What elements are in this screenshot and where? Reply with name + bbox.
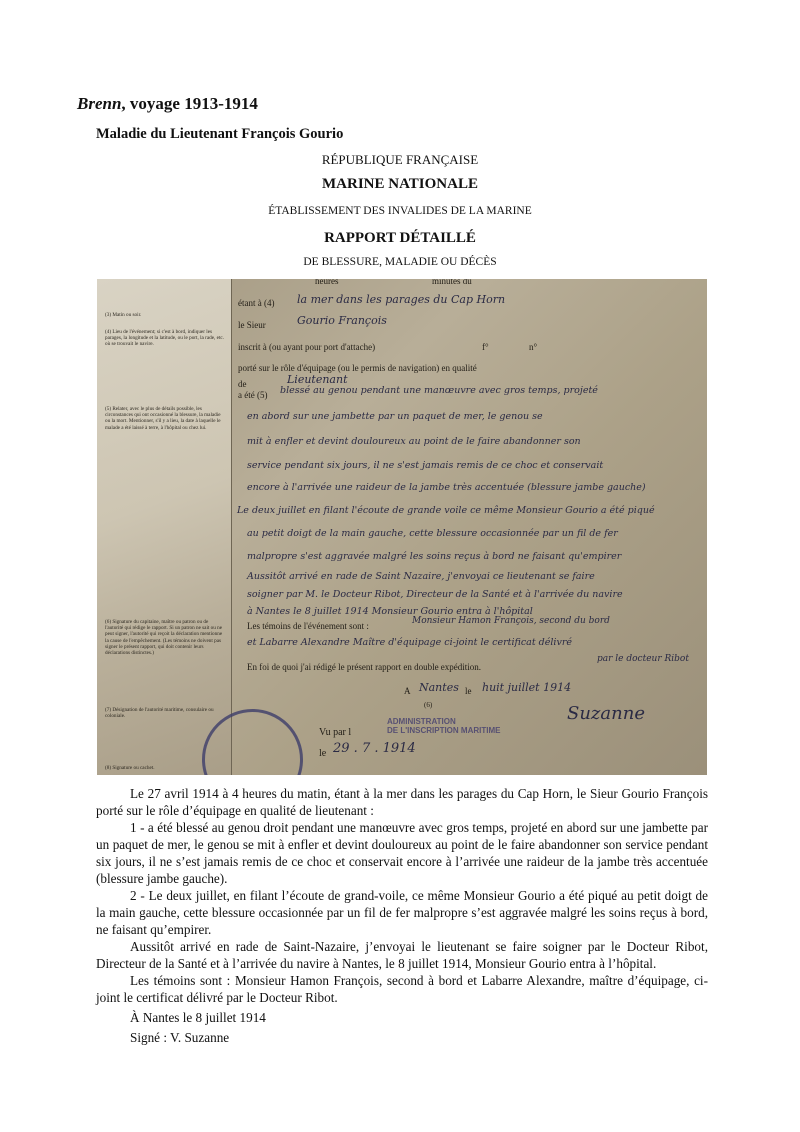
printed-a-ete: a été (5) bbox=[238, 390, 268, 400]
printed-le-2: le bbox=[319, 748, 327, 759]
printed-temoins: Les témoins de l'événement sont : bbox=[247, 621, 369, 631]
heading-blessure: DE BLESSURE, MALADIE OU DÉCÈS bbox=[303, 256, 497, 268]
transcription-p4: Aussitôt arrivé en rade de Saint-Nazaire, j’envoyai le lieutenant se faire soigner par le Docteur Ribot, Directeur de la Santé et à l’arrivée du navire à Nantes, le 8 juillet 1914, Monsieur Gourio entra à l’hôpital. bbox=[96, 939, 708, 971]
hw-line-9: Aussitôt arrivé en rade de Saint Nazaire, j'envoyai ce lieutenant se faire bbox=[247, 571, 595, 582]
form-margin bbox=[97, 279, 232, 775]
printed-sieur: le Sieur bbox=[238, 320, 266, 330]
hw-line-4: service pendant six jours, il ne s'est jamais remis de ce choc et conservait bbox=[247, 460, 604, 471]
admin-stamp: ADMINISTRATION DE L'INSCRIPTION MARITIME bbox=[387, 717, 501, 735]
hw-vu-date: 29 . 7 . 1914 bbox=[333, 741, 416, 756]
side-note-6: (6) Signature du capitaine, maître ou patron ou de l'autorité qui rédige le rapport. Si un patron ne sait ou ne peut signer, l'autorité qui reçoit la déclaration mentionne la cause de l'empêchement. (Les témoins ne doivent pas signer le présent rapport, qui doit contenir leurs déclarations distinctes.) bbox=[105, 619, 223, 657]
transcription-p1: Le 27 avril 1914 à 4 heures du matin, étant à la mer dans les parages du Cap Horn, le Sieur Gourio François porté sur le rôle d’équipage en qualité de lieutenant : bbox=[96, 786, 708, 818]
hw-signature: Suzanne bbox=[567, 703, 645, 724]
margin-divider bbox=[231, 279, 232, 775]
signature-line: Signé : V. Suzanne bbox=[130, 1030, 230, 1045]
place-date: À Nantes le 8 juillet 1914 bbox=[130, 1010, 266, 1025]
hw-temoin-3: par le docteur Ribot bbox=[597, 654, 689, 664]
printed-inscrit: inscrit à (ou ayant pour port d'attache) bbox=[238, 342, 376, 352]
side-note-8: (8) Signature ou cachet. bbox=[105, 765, 155, 771]
hw-line-5: encore à l'arrivée une raideur de la jambe très accentuée (blessure jambe gauche) bbox=[247, 482, 646, 493]
printed-minutes: minutes du bbox=[432, 279, 472, 286]
hw-line-8: malpropre s'est aggravée malgré les soins reçus à bord ne faisant qu'empirer bbox=[247, 551, 622, 562]
side-note-3: (3) Matin ou soir. bbox=[105, 312, 142, 318]
printed-le: le bbox=[465, 686, 472, 696]
document-title bbox=[77, 94, 258, 114]
hw-date: huit juillet 1914 bbox=[482, 681, 572, 694]
hw-lieu: la mer dans les parages du Cap Horn bbox=[297, 293, 506, 306]
hw-lieu-date: Nantes bbox=[419, 681, 459, 694]
hw-line-10: soigner par M. le Docteur Ribot, Directeur de la Santé et à l'arrivée du navire bbox=[247, 589, 623, 600]
heading-marine: MARINE NATIONALE bbox=[322, 176, 478, 192]
hw-line-1: blessé au genou pendant une manœuvre avec gros temps, projeté bbox=[280, 385, 598, 396]
hw-qualite: Lieutenant bbox=[287, 373, 348, 386]
hw-line-7: au petit doigt de la main gauche, cette blessure occasionnée par un fil de fer bbox=[247, 528, 618, 539]
printed-de: de bbox=[238, 379, 247, 389]
hw-line-3: mit à enfler et devint douloureux au point de le faire abandonner son bbox=[247, 436, 581, 447]
side-note-5: (5) Relater, avec le plus de détails possible, les circonstances qui ont occasionné la blessure, la maladie ou la mort. Mentionner, s'il y a lieu, la date à laquelle le malade a été laissé à terre, à l'hôpital ou chez lui. bbox=[105, 406, 221, 431]
form-photo bbox=[97, 279, 707, 775]
printed-en-foi: En foi de quoi j'ai rédigé le présent rapport en double expédition. bbox=[247, 662, 482, 672]
hw-line-2: en abord sur une jambette par un paquet de mer, le genou se bbox=[247, 411, 543, 422]
transcription bbox=[96, 785, 708, 1046]
hw-temoin-1: Monsieur Hamon François, second du bord bbox=[412, 616, 610, 626]
printed-heures: heures bbox=[315, 279, 339, 286]
transcription-p2: 1 - a été blessé au genou droit pendant une manœuvre avec gros temps, projeté en abord sur une jambette par un paquet de mer, le genou se mit à enfler et devint douloureux au point de le faire abandonner son service pendant six jours, il ne s’est jamais remis de ce choc et conservait encore à l’arrivée une raideur de la jambe très accentuée (blessure jambe gauche). bbox=[96, 820, 708, 886]
heading-republique: RÉPUBLIQUE FRANÇAISE bbox=[321, 152, 479, 167]
voyage-years: , voyage 1913-1914 bbox=[121, 94, 258, 113]
printed-a: A bbox=[404, 686, 411, 696]
printed-vu: Vu par l bbox=[319, 727, 352, 738]
hw-line-11: à Nantes le 8 juillet 1914 Monsieur Gourio entra à l'hôpital bbox=[247, 606, 533, 617]
side-note-7: (7) Désignation de l'autorité maritime, consulaire ou coloniale. bbox=[105, 707, 214, 720]
hw-temoin-2: et Labarre Alexandre Maître d'équipage ci-joint le certificat délivré bbox=[247, 637, 572, 648]
printed-six: (6) bbox=[424, 701, 433, 709]
hw-nom: Gourio François bbox=[297, 314, 387, 327]
document-subtitle: Maladie du Lieutenant François Gourio bbox=[96, 126, 344, 142]
heading-rapport: RAPPORT DÉTAILLÉ bbox=[324, 230, 476, 246]
ship-name: Brenn bbox=[77, 94, 122, 113]
printed-porte: porté sur le rôle d'équipage (ou le permis de navigation) en qualité bbox=[238, 363, 477, 373]
transcription-p5: Les témoins sont : Monsieur Hamon François, second à bord et Labarre Alexandre, maître d’équipage, ci-joint le certificat délivré par le Docteur Ribot. bbox=[96, 973, 708, 1005]
printed-etant: étant à (4) bbox=[238, 298, 275, 308]
printed-numero: n° bbox=[529, 342, 538, 352]
heading-etablissement: ÉTABLISSEMENT DES INVALIDES DE LA MARINE bbox=[268, 205, 532, 217]
printed-folio: f° bbox=[482, 342, 489, 352]
transcription-p3: 2 - Le deux juillet, en filant l’écoute de grand-voile, ce même Monsieur Gourio a été piqué au petit doigt de la main gauche, cette blessure occasionnée par un fil de fer malpropre s’est aggravée malgré les soins reçus à bord, ne faisant qu’empirer. bbox=[96, 888, 708, 937]
side-note-4: (4) Lieu de l'événement; si c'est à bord, indiquer les parages, la longitude et la latitude, ou le port, la rade, etc. où se trouvait le navire. bbox=[105, 329, 224, 348]
hw-line-6: Le deux juillet en filant l'écoute de grande voile ce même Monsieur Gourio a été piqué bbox=[237, 505, 655, 516]
